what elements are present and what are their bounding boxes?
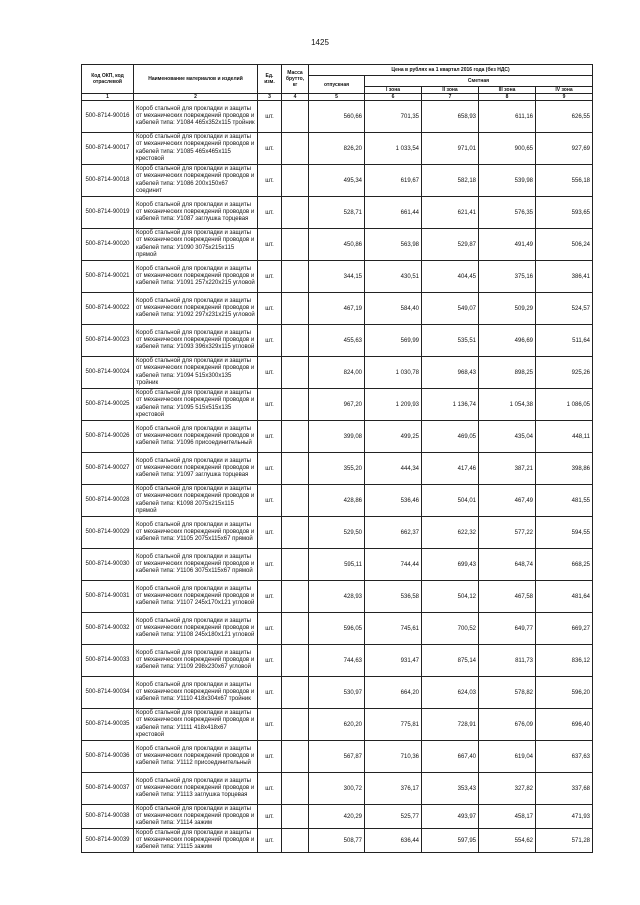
row-zone-4-price: 593,65 <box>536 197 593 229</box>
row-name: Короб стальной для прокладки и защиты от механических повреждений проводов и кабелей типа: У1095 515х515х135 крестовой <box>134 389 258 421</box>
header-name: Наименование материалов и изделий <box>134 65 258 94</box>
col-number: 5 <box>309 94 365 101</box>
row-zone-4-price: 836,12 <box>536 645 593 677</box>
row-unit: шт. <box>258 165 282 197</box>
row-mass <box>282 101 309 133</box>
row-mass <box>282 197 309 229</box>
row-name: Короб стальной для прокладки и защиты от механических повреждений проводов и кабелей типа: У1093 396х329х115 угловой <box>134 325 258 357</box>
col-number: 4 <box>282 94 309 101</box>
row-name: Короб стальной для прокладки и защиты от механических повреждений проводов и кабелей типа: У1107 245х170х121 угловой <box>134 581 258 613</box>
row-zone-3-price: 435,04 <box>479 421 536 453</box>
column-numbers-row <box>82 94 593 101</box>
header-estimate: Сметная <box>365 76 593 87</box>
row-code: 500-8714-90037 <box>82 773 134 805</box>
row-mass <box>282 389 309 421</box>
header-price-group: Цена в рублях на 1 квартал 2016 года (без НДС) <box>309 65 593 76</box>
row-code: 500-8714-90026 <box>82 421 134 453</box>
row-zone-2-price: 968,43 <box>422 357 479 389</box>
row-unit: шт. <box>258 389 282 421</box>
header-mass: Масса брутто, кг <box>282 65 309 94</box>
row-mass <box>282 133 309 165</box>
row-zone-4-price: 596,20 <box>536 677 593 709</box>
row-zone-4-price: 1 086,05 <box>536 389 593 421</box>
row-zone-1-price: 584,40 <box>365 293 422 325</box>
row-code: 500-8714-90029 <box>82 517 134 549</box>
row-mass <box>282 709 309 741</box>
row-zone-1-price: 745,61 <box>365 613 422 645</box>
row-release-price: 420,29 <box>309 805 365 829</box>
row-mass <box>282 453 309 485</box>
row-mass <box>282 165 309 197</box>
row-mass <box>282 549 309 581</box>
row-release-price: 344,15 <box>309 261 365 293</box>
table-row <box>82 197 593 229</box>
row-zone-2-price: 875,14 <box>422 645 479 677</box>
row-unit: шт. <box>258 133 282 165</box>
table-row <box>82 485 593 517</box>
row-unit: шт. <box>258 421 282 453</box>
row-zone-3-price: 387,21 <box>479 453 536 485</box>
row-code: 500-8714-90020 <box>82 229 134 261</box>
row-code: 500-8714-90036 <box>82 741 134 773</box>
row-release-price: 450,86 <box>309 229 365 261</box>
row-name: Короб стальной для прокладки и защиты от механических повреждений проводов и кабелей типа: У1112 присоединительный <box>134 741 258 773</box>
row-zone-3-price: 576,35 <box>479 197 536 229</box>
row-name: Короб стальной для прокладки и защиты от механических повреждений проводов и кабелей типа: У1091 257х220х215 угловой <box>134 261 258 293</box>
row-name: Короб стальной для прокладки и защиты от механических повреждений проводов и кабелей типа: У1096 присоединительный <box>134 421 258 453</box>
row-name: Короб стальной для прокладки и защиты от механических повреждений проводов и кабелей типа: У1109 298х230х67 угловой <box>134 645 258 677</box>
table-row <box>82 293 593 325</box>
row-unit: шт. <box>258 581 282 613</box>
row-zone-2-price: 1 136,74 <box>422 389 479 421</box>
row-zone-4-price: 571,28 <box>536 829 593 853</box>
row-name: Короб стальной для прокладки и защиты от механических повреждений проводов и кабелей типа: У1114 зажим <box>134 805 258 829</box>
row-zone-3-price: 327,82 <box>479 773 536 805</box>
table-row <box>82 581 593 613</box>
header-zone-1: I зона <box>365 87 422 94</box>
row-zone-3-price: 539,98 <box>479 165 536 197</box>
row-zone-2-price: 582,18 <box>422 165 479 197</box>
table-row <box>82 517 593 549</box>
row-zone-3-price: 649,77 <box>479 613 536 645</box>
row-zone-2-price: 728,91 <box>422 709 479 741</box>
row-unit: шт. <box>258 677 282 709</box>
row-unit: шт. <box>258 773 282 805</box>
row-zone-4-price: 524,57 <box>536 293 593 325</box>
row-zone-4-price: 448,11 <box>536 421 593 453</box>
row-unit: шт. <box>258 741 282 773</box>
table-row <box>82 677 593 709</box>
row-release-price: 596,05 <box>309 613 365 645</box>
row-code: 500-8714-90019 <box>82 197 134 229</box>
col-number: 6 <box>365 94 422 101</box>
row-mass <box>282 829 309 853</box>
table-row <box>82 549 593 581</box>
row-mass <box>282 645 309 677</box>
row-mass <box>282 421 309 453</box>
row-zone-4-price: 471,93 <box>536 805 593 829</box>
row-unit: шт. <box>258 261 282 293</box>
row-release-price: 355,20 <box>309 453 365 485</box>
table-body <box>82 101 593 853</box>
row-release-price: 495,34 <box>309 165 365 197</box>
row-unit: шт. <box>258 805 282 829</box>
row-zone-4-price: 481,64 <box>536 581 593 613</box>
row-mass <box>282 581 309 613</box>
row-release-price: 455,63 <box>309 325 365 357</box>
row-release-price: 967,20 <box>309 389 365 421</box>
row-zone-2-price: 624,03 <box>422 677 479 709</box>
row-mass <box>282 261 309 293</box>
row-zone-1-price: 636,44 <box>365 829 422 853</box>
row-zone-1-price: 744,44 <box>365 549 422 581</box>
table-row <box>82 829 593 853</box>
row-code: 500-8714-90021 <box>82 261 134 293</box>
row-code: 500-8714-90034 <box>82 677 134 709</box>
table-row <box>82 741 593 773</box>
row-mass <box>282 485 309 517</box>
header-code: Код ОКП, код отраслевой <box>82 65 134 94</box>
row-release-price: 428,86 <box>309 485 365 517</box>
row-name: Короб стальной для прокладки и защиты от механических повреждений проводов и кабелей типа: У1110 418х304х67 тройник <box>134 677 258 709</box>
table-row <box>82 165 593 197</box>
row-release-price: 399,08 <box>309 421 365 453</box>
col-number: 7 <box>422 94 479 101</box>
row-zone-3-price: 375,16 <box>479 261 536 293</box>
table-row <box>82 453 593 485</box>
row-zone-3-price: 648,74 <box>479 549 536 581</box>
row-zone-2-price: 667,40 <box>422 741 479 773</box>
row-code: 500-8714-90028 <box>82 485 134 517</box>
table-row <box>82 133 593 165</box>
row-zone-1-price: 569,99 <box>365 325 422 357</box>
row-zone-4-price: 481,55 <box>536 485 593 517</box>
row-zone-1-price: 1 033,54 <box>365 133 422 165</box>
row-release-price: 824,00 <box>309 357 365 389</box>
row-name: Короб стальной для прокладки и защиты от механических повреждений проводов и кабелей типа: У1108 245х180х121 угловой <box>134 613 258 645</box>
header-unit: Ед. изм. <box>258 65 282 94</box>
table-row <box>82 645 593 677</box>
row-unit: шт. <box>258 293 282 325</box>
row-code: 500-8714-90038 <box>82 805 134 829</box>
table-row <box>82 389 593 421</box>
row-code: 500-8714-90018 <box>82 165 134 197</box>
row-name: Короб стальной для прокладки и защиты от механических повреждений проводов и кабелей типа: У1084 465х352х115 тройник <box>134 101 258 133</box>
row-zone-2-price: 535,51 <box>422 325 479 357</box>
row-unit: шт. <box>258 197 282 229</box>
row-zone-4-price: 511,64 <box>536 325 593 357</box>
col-number: 3 <box>258 94 282 101</box>
row-zone-1-price: 444,34 <box>365 453 422 485</box>
row-code: 500-8714-90027 <box>82 453 134 485</box>
row-unit: шт. <box>258 549 282 581</box>
row-zone-1-price: 701,35 <box>365 101 422 133</box>
col-number: 9 <box>536 94 593 101</box>
row-zone-1-price: 536,58 <box>365 581 422 613</box>
row-zone-3-price: 900,65 <box>479 133 536 165</box>
row-code: 500-8714-90022 <box>82 293 134 325</box>
row-zone-2-price: 404,45 <box>422 261 479 293</box>
row-code: 500-8714-90032 <box>82 613 134 645</box>
row-mass <box>282 613 309 645</box>
row-zone-2-price: 699,43 <box>422 549 479 581</box>
row-mass <box>282 517 309 549</box>
row-zone-4-price: 506,24 <box>536 229 593 261</box>
row-zone-2-price: 622,32 <box>422 517 479 549</box>
header-zone-4: IV зона <box>536 87 593 94</box>
table-row <box>82 325 593 357</box>
row-mass <box>282 677 309 709</box>
row-unit: шт. <box>258 645 282 677</box>
row-release-price: 428,93 <box>309 581 365 613</box>
row-zone-4-price: 398,86 <box>536 453 593 485</box>
row-zone-4-price: 696,40 <box>536 709 593 741</box>
row-release-price: 595,11 <box>309 549 365 581</box>
row-zone-4-price: 594,55 <box>536 517 593 549</box>
row-zone-3-price: 467,58 <box>479 581 536 613</box>
row-zone-1-price: 563,98 <box>365 229 422 261</box>
row-zone-2-price: 353,43 <box>422 773 479 805</box>
row-code: 500-8714-90033 <box>82 645 134 677</box>
row-name: Короб стальной для прокладки и защиты от механических повреждений проводов и кабелей типа: У1106 3075х115х67 прямой <box>134 549 258 581</box>
row-unit: шт. <box>258 101 282 133</box>
row-zone-3-price: 1 054,38 <box>479 389 536 421</box>
col-number: 1 <box>82 94 134 101</box>
row-zone-1-price: 661,44 <box>365 197 422 229</box>
row-zone-3-price: 898,25 <box>479 357 536 389</box>
row-unit: шт. <box>258 829 282 853</box>
row-zone-3-price: 458,17 <box>479 805 536 829</box>
row-mass <box>282 357 309 389</box>
table-row <box>82 357 593 389</box>
row-zone-3-price: 578,82 <box>479 677 536 709</box>
row-mass <box>282 293 309 325</box>
row-zone-1-price: 775,81 <box>365 709 422 741</box>
row-mass <box>282 741 309 773</box>
row-zone-1-price: 664,20 <box>365 677 422 709</box>
row-name: Короб стальной для прокладки и защиты от механических повреждений проводов и кабелей типа: У1097 заглушка торцевая <box>134 453 258 485</box>
table-row <box>82 709 593 741</box>
row-unit: шт. <box>258 709 282 741</box>
header-release: отпускная <box>309 76 365 94</box>
row-code: 500-8714-90024 <box>82 357 134 389</box>
row-name: Короб стальной для прокладки и защиты от механических повреждений проводов и кабелей типа: У1094 515х300х135 тройник <box>134 357 258 389</box>
row-zone-2-price: 504,01 <box>422 485 479 517</box>
row-name: Короб стальной для прокладки и защиты от механических повреждений проводов и кабелей типа: У1087 заглушка торцевая <box>134 197 258 229</box>
row-name: Короб стальной для прокладки и защиты от механических повреждений проводов и кабелей типа: У1105 2075х115х67 прямой <box>134 517 258 549</box>
row-zone-3-price: 467,49 <box>479 485 536 517</box>
table-row <box>82 773 593 805</box>
table-row <box>82 805 593 829</box>
row-release-price: 300,72 <box>309 773 365 805</box>
row-unit: шт. <box>258 325 282 357</box>
row-release-price: 826,20 <box>309 133 365 165</box>
row-zone-3-price: 509,29 <box>479 293 536 325</box>
row-zone-3-price: 577,22 <box>479 517 536 549</box>
row-zone-3-price: 811,73 <box>479 645 536 677</box>
row-code: 500-8714-90031 <box>82 581 134 613</box>
row-unit: шт. <box>258 453 282 485</box>
header-zone-2: II зона <box>422 87 479 94</box>
row-name: Короб стальной для прокладки и защиты от механических повреждений проводов и кабелей типа: У1111 418х418х67 крестовой <box>134 709 258 741</box>
row-release-price: 528,71 <box>309 197 365 229</box>
table-row <box>82 613 593 645</box>
row-release-price: 560,66 <box>309 101 365 133</box>
row-zone-2-price: 493,97 <box>422 805 479 829</box>
row-zone-3-price: 676,09 <box>479 709 536 741</box>
row-code: 500-8714-90025 <box>82 389 134 421</box>
row-unit: шт. <box>258 229 282 261</box>
row-release-price: 744,63 <box>309 645 365 677</box>
row-zone-1-price: 710,36 <box>365 741 422 773</box>
row-mass <box>282 805 309 829</box>
row-zone-2-price: 658,93 <box>422 101 479 133</box>
row-zone-2-price: 529,87 <box>422 229 479 261</box>
row-mass <box>282 229 309 261</box>
row-code: 500-8714-90017 <box>82 133 134 165</box>
row-release-price: 529,50 <box>309 517 365 549</box>
table-row <box>82 421 593 453</box>
row-code: 500-8714-90039 <box>82 829 134 853</box>
row-name: Короб стальной для прокладки и защиты от механических повреждений проводов и кабелей типа: У1115 зажим <box>134 829 258 853</box>
row-code: 500-8714-90030 <box>82 549 134 581</box>
row-zone-3-price: 611,16 <box>479 101 536 133</box>
row-unit: шт. <box>258 613 282 645</box>
row-code: 500-8714-90035 <box>82 709 134 741</box>
row-zone-4-price: 927,69 <box>536 133 593 165</box>
row-zone-1-price: 1 209,93 <box>365 389 422 421</box>
row-zone-1-price: 1 030,78 <box>365 357 422 389</box>
col-number: 8 <box>479 94 536 101</box>
row-name: Короб стальной для прокладки и защиты от механических повреждений проводов и кабелей типа: У1086 200х150х67 соединит <box>134 165 258 197</box>
col-number: 2 <box>134 94 258 101</box>
row-unit: шт. <box>258 517 282 549</box>
row-zone-3-price: 619,04 <box>479 741 536 773</box>
row-name: Короб стальной для прокладки и защиты от механических повреждений проводов и кабелей типа: У1090 3075х215х115 прямой <box>134 229 258 261</box>
price-table <box>81 64 593 853</box>
row-zone-1-price: 499,25 <box>365 421 422 453</box>
page-number: 1425 <box>311 38 329 47</box>
row-zone-4-price: 556,18 <box>536 165 593 197</box>
row-release-price: 467,19 <box>309 293 365 325</box>
row-zone-2-price: 504,12 <box>422 581 479 613</box>
row-release-price: 508,77 <box>309 829 365 853</box>
table-row <box>82 101 593 133</box>
row-zone-1-price: 536,46 <box>365 485 422 517</box>
row-zone-4-price: 668,25 <box>536 549 593 581</box>
row-zone-1-price: 525,77 <box>365 805 422 829</box>
row-mass <box>282 773 309 805</box>
row-zone-4-price: 626,55 <box>536 101 593 133</box>
row-zone-1-price: 430,51 <box>365 261 422 293</box>
header-zone-3: III зона <box>479 87 536 94</box>
row-zone-1-price: 662,37 <box>365 517 422 549</box>
row-zone-2-price: 621,41 <box>422 197 479 229</box>
table-row <box>82 261 593 293</box>
row-code: 500-8714-90023 <box>82 325 134 357</box>
row-unit: шт. <box>258 357 282 389</box>
row-zone-2-price: 597,95 <box>422 829 479 853</box>
row-name: Короб стальной для прокладки и защиты от механических повреждений проводов и кабелей типа: К1098 2075х215х115 прямой <box>134 485 258 517</box>
row-zone-4-price: 669,27 <box>536 613 593 645</box>
row-mass <box>282 325 309 357</box>
row-zone-4-price: 386,41 <box>536 261 593 293</box>
row-zone-2-price: 971,01 <box>422 133 479 165</box>
row-name: Короб стальной для прокладки и защиты от механических повреждений проводов и кабелей типа: У1113 заглушка торцевая <box>134 773 258 805</box>
table-row <box>82 229 593 261</box>
row-zone-2-price: 549,07 <box>422 293 479 325</box>
row-name: Короб стальной для прокладки и защиты от механических повреждений проводов и кабелей типа: У1092 297х231х215 угловой <box>134 293 258 325</box>
row-zone-4-price: 637,63 <box>536 741 593 773</box>
row-zone-3-price: 491,49 <box>479 229 536 261</box>
row-zone-1-price: 619,67 <box>365 165 422 197</box>
row-release-price: 567,87 <box>309 741 365 773</box>
row-zone-2-price: 700,52 <box>422 613 479 645</box>
row-release-price: 530,97 <box>309 677 365 709</box>
row-name: Короб стальной для прокладки и защиты от механических повреждений проводов и кабелей типа: У1085 465х465х115 крестовой <box>134 133 258 165</box>
row-zone-3-price: 496,69 <box>479 325 536 357</box>
row-unit: шт. <box>258 485 282 517</box>
row-code: 500-8714-90016 <box>82 101 134 133</box>
row-zone-3-price: 554,62 <box>479 829 536 853</box>
row-zone-2-price: 417,46 <box>422 453 479 485</box>
row-release-price: 620,20 <box>309 709 365 741</box>
row-zone-4-price: 337,68 <box>536 773 593 805</box>
row-zone-1-price: 376,17 <box>365 773 422 805</box>
row-zone-1-price: 931,47 <box>365 645 422 677</box>
row-zone-2-price: 469,05 <box>422 421 479 453</box>
row-zone-4-price: 925,26 <box>536 357 593 389</box>
